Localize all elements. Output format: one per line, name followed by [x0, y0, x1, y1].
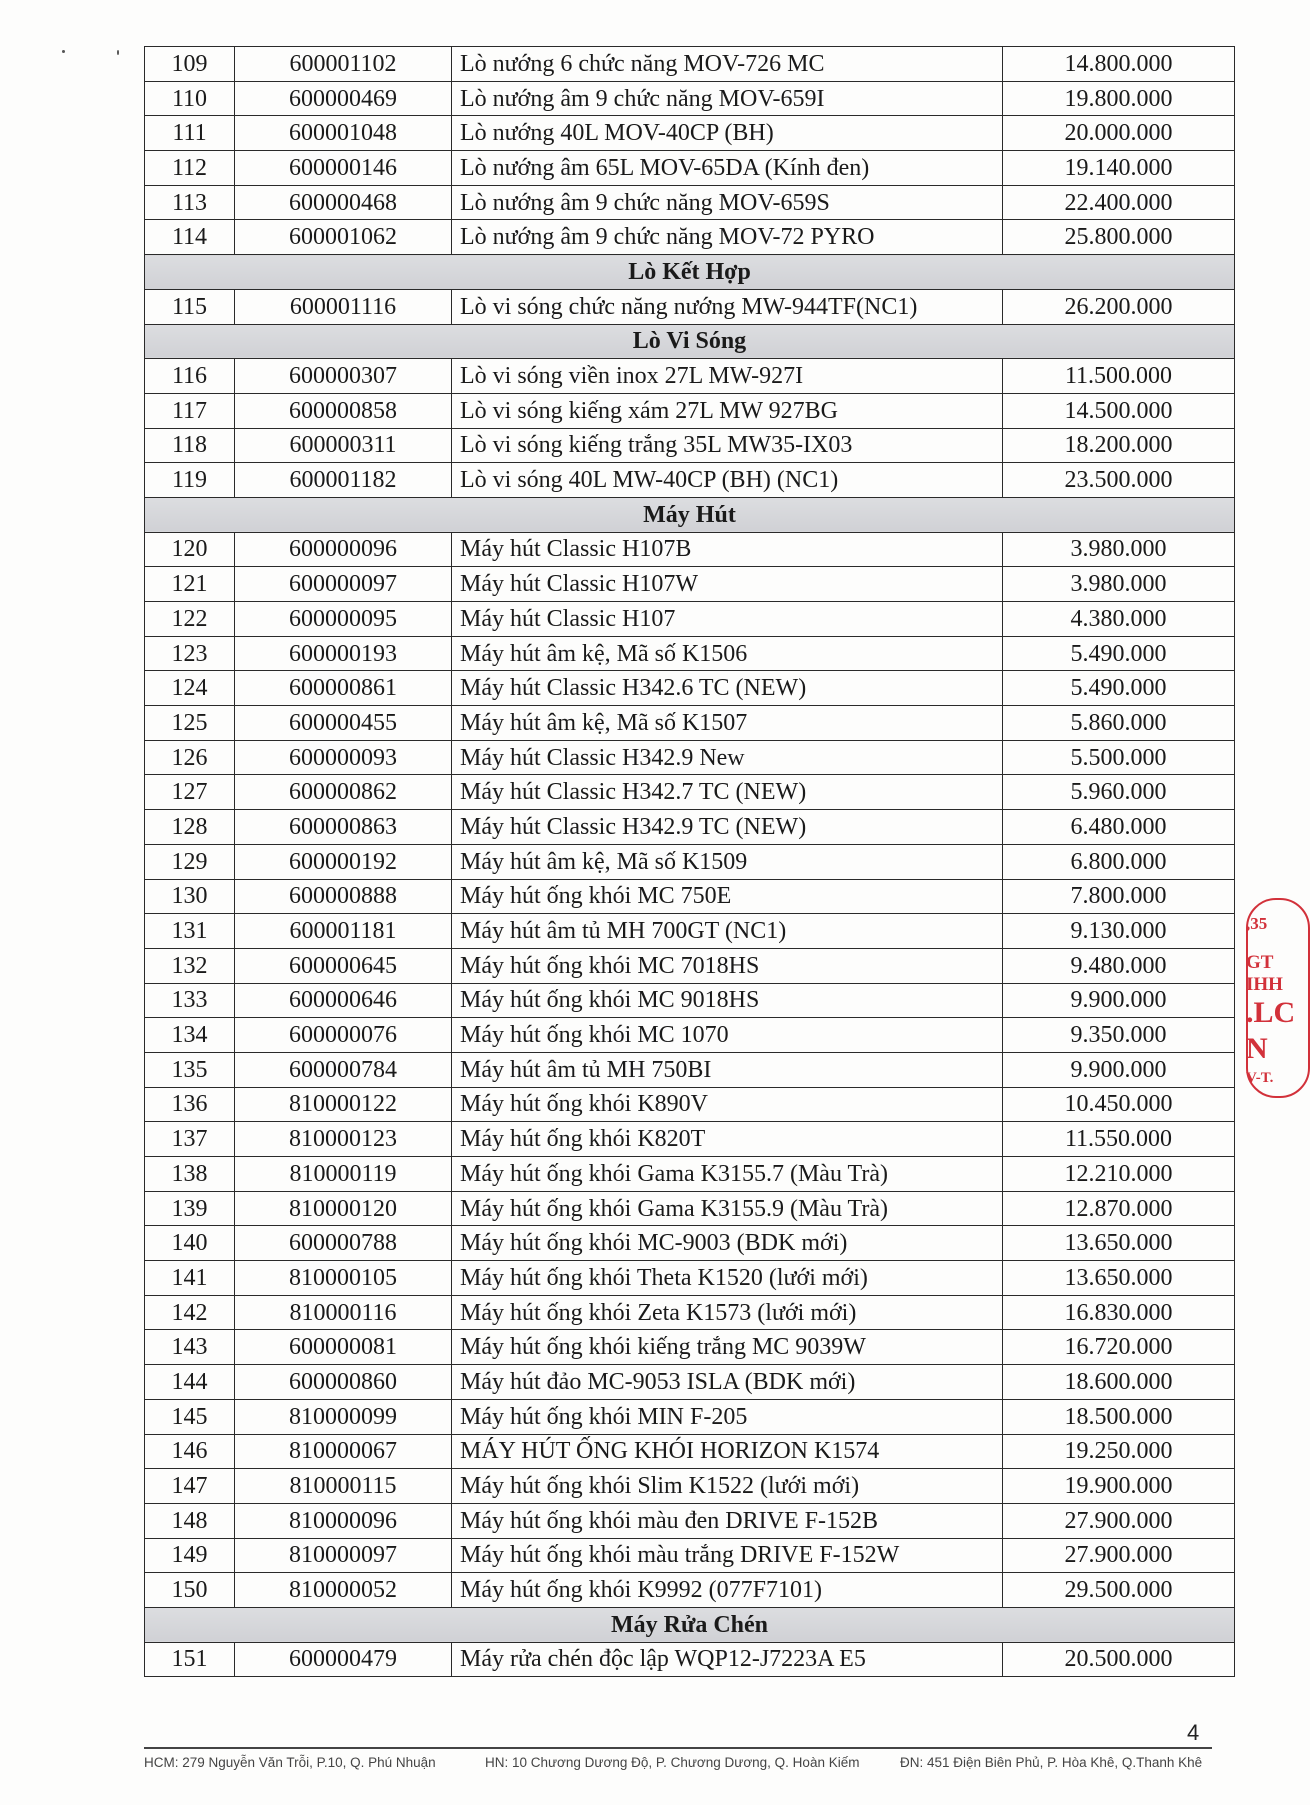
product-code: 600000146: [235, 151, 452, 186]
product-price: 13.650.000: [1003, 1226, 1235, 1261]
product-code: 600000093: [235, 740, 452, 775]
product-price: 14.500.000: [1003, 393, 1235, 428]
table-row: [145, 1295, 1235, 1330]
scan-mark: [117, 50, 119, 55]
product-name: Máy hút ống khói MC-9003 (BDK mới): [452, 1226, 1003, 1261]
scan-mark: [62, 50, 65, 53]
table-row: [145, 81, 1235, 116]
table-row: [145, 289, 1235, 324]
table-row: [145, 948, 1235, 983]
row-number: 136: [145, 1087, 235, 1122]
product-name: Máy hút Classic H342.6 TC (NEW): [452, 671, 1003, 706]
product-name: Máy hút Classic H107B: [452, 532, 1003, 567]
table-row: [145, 1087, 1235, 1122]
product-code: 600000646: [235, 983, 452, 1018]
table-row: [145, 983, 1235, 1018]
footer-divider: [144, 1747, 1212, 1749]
product-code: 810000099: [235, 1399, 452, 1434]
product-code: 600000455: [235, 706, 452, 741]
product-code: 810000096: [235, 1503, 452, 1538]
row-number: 124: [145, 671, 235, 706]
table-row: [145, 1330, 1235, 1365]
product-code: 810000119: [235, 1157, 452, 1192]
product-name: Máy hút Classic H107: [452, 602, 1003, 637]
row-number: 119: [145, 463, 235, 498]
product-code: 600000081: [235, 1330, 452, 1365]
product-code: 600000468: [235, 185, 452, 220]
row-number: 133: [145, 983, 235, 1018]
table-row: [145, 463, 1235, 498]
product-code: 810000097: [235, 1538, 452, 1573]
footer-address-hcm: HCM: 279 Nguyễn Văn Trỗi, P.10, Q. Phú Nhuận: [144, 1755, 436, 1770]
product-price: 12.870.000: [1003, 1191, 1235, 1226]
table-row: [145, 532, 1235, 567]
product-code: 600000479: [235, 1642, 452, 1677]
row-number: 142: [145, 1295, 235, 1330]
product-name: Máy hút ống khói Zeta K1573 (lưới mới): [452, 1295, 1003, 1330]
product-name: Máy hút đảo MC-9053 ISLA (BDK mới): [452, 1365, 1003, 1400]
product-code: 600001181: [235, 914, 452, 949]
table-row: [145, 1642, 1235, 1677]
stamp-text: .LC: [1246, 996, 1296, 1029]
product-name: Máy hút âm kệ, Mã số K1509: [452, 844, 1003, 879]
product-name: Máy hút ống khói Theta K1520 (lưới mới): [452, 1261, 1003, 1296]
row-number: 141: [145, 1261, 235, 1296]
product-name: Máy hút ống khói K820T: [452, 1122, 1003, 1157]
product-price: 3.980.000: [1003, 532, 1235, 567]
product-price: 5.490.000: [1003, 671, 1235, 706]
table-row: [145, 1434, 1235, 1469]
product-name: Máy hút ống khói Gama K3155.9 (Màu Trà): [452, 1191, 1003, 1226]
section-header-row: [145, 324, 1235, 359]
table-row: [145, 1052, 1235, 1087]
table-row: [145, 1261, 1235, 1296]
product-price: 9.130.000: [1003, 914, 1235, 949]
product-price: 9.350.000: [1003, 1018, 1235, 1053]
product-name: Máy hút ống khói MC 1070: [452, 1018, 1003, 1053]
product-name: Lò vi sóng chức năng nướng MW-944TF(NC1): [452, 289, 1003, 324]
product-code: 600001062: [235, 220, 452, 255]
table-row: [145, 671, 1235, 706]
product-name: Lò vi sóng kiếng trắng 35L MW35-IX03: [452, 428, 1003, 463]
product-price: 20.000.000: [1003, 116, 1235, 151]
product-code: 600000311: [235, 428, 452, 463]
product-code: 600000860: [235, 1365, 452, 1400]
table-row: [145, 185, 1235, 220]
row-number: 127: [145, 775, 235, 810]
product-price: 19.250.000: [1003, 1434, 1235, 1469]
table-row: [145, 1538, 1235, 1573]
product-price: 7.800.000: [1003, 879, 1235, 914]
product-name: Máy hút âm tủ MH 750BI: [452, 1052, 1003, 1087]
table-row: [145, 359, 1235, 394]
product-code: 600000307: [235, 359, 452, 394]
product-code: 600000863: [235, 810, 452, 845]
row-number: 135: [145, 1052, 235, 1087]
stamp-text: IHH: [1246, 974, 1283, 995]
table-row: [145, 393, 1235, 428]
product-name: Lò nướng âm 65L MOV-65DA (Kính đen): [452, 151, 1003, 186]
table-row: [145, 151, 1235, 186]
product-price: 27.900.000: [1003, 1503, 1235, 1538]
product-name: Lò nướng 6 chức năng MOV-726 MC: [452, 47, 1003, 82]
row-number: 121: [145, 567, 235, 602]
product-name: Máy hút ống khói K9992 (077F7101): [452, 1573, 1003, 1608]
product-code: 600000096: [235, 532, 452, 567]
row-number: 120: [145, 532, 235, 567]
section-header-row: [145, 255, 1235, 290]
table-row: [145, 1469, 1235, 1504]
product-price: 4.380.000: [1003, 602, 1235, 637]
product-code: 600001116: [235, 289, 452, 324]
row-number: 118: [145, 428, 235, 463]
section-header-row: [145, 1607, 1235, 1642]
product-code: 600000861: [235, 671, 452, 706]
table-row: [145, 740, 1235, 775]
stamp-text: GT: [1246, 952, 1274, 973]
product-price: 5.500.000: [1003, 740, 1235, 775]
product-code: 600000645: [235, 948, 452, 983]
row-number: 115: [145, 289, 235, 324]
product-name: Lò vi sóng kiếng xám 27L MW 927BG: [452, 393, 1003, 428]
product-price: 19.900.000: [1003, 1469, 1235, 1504]
row-number: 140: [145, 1226, 235, 1261]
row-number: 138: [145, 1157, 235, 1192]
product-price: 5.860.000: [1003, 706, 1235, 741]
row-number: 137: [145, 1122, 235, 1157]
product-price: 11.500.000: [1003, 359, 1235, 394]
product-code: 810000115: [235, 1469, 452, 1504]
product-name: Máy hút ống khói MC 9018HS: [452, 983, 1003, 1018]
row-number: 145: [145, 1399, 235, 1434]
section-title: Lò Vi Sóng: [145, 324, 1235, 359]
row-number: 126: [145, 740, 235, 775]
product-code: 600000192: [235, 844, 452, 879]
product-name: Máy hút ống khói Slim K1522 (lưới mới): [452, 1469, 1003, 1504]
product-code: 600000862: [235, 775, 452, 810]
table-row: [145, 775, 1235, 810]
table-row: [145, 47, 1235, 82]
table-row: [145, 1399, 1235, 1434]
product-code: 600000888: [235, 879, 452, 914]
product-code: 600000858: [235, 393, 452, 428]
row-number: 111: [145, 116, 235, 151]
row-number: 148: [145, 1503, 235, 1538]
table-row: [145, 1573, 1235, 1608]
product-name: Lò vi sóng 40L MW-40CP (BH) (NC1): [452, 463, 1003, 498]
table-row: [145, 810, 1235, 845]
product-price: 11.550.000: [1003, 1122, 1235, 1157]
product-price: 14.800.000: [1003, 47, 1235, 82]
product-price: 26.200.000: [1003, 289, 1235, 324]
product-name: Lò nướng 40L MOV-40CP (BH): [452, 116, 1003, 151]
product-code: 600001102: [235, 47, 452, 82]
section-title: Máy Rửa Chén: [145, 1607, 1235, 1642]
product-name: Máy hút Classic H342.9 TC (NEW): [452, 810, 1003, 845]
price-table-body: [145, 47, 1235, 1677]
product-price: 22.400.000: [1003, 185, 1235, 220]
table-row: [145, 220, 1235, 255]
product-code: 600000469: [235, 81, 452, 116]
row-number: 147: [145, 1469, 235, 1504]
product-name: Máy hút Classic H107W: [452, 567, 1003, 602]
row-number: 132: [145, 948, 235, 983]
product-name: Máy hút âm tủ MH 700GT (NC1): [452, 914, 1003, 949]
row-number: 110: [145, 81, 235, 116]
product-name: Máy hút ống khói màu đen DRIVE F-152B: [452, 1503, 1003, 1538]
company-stamp: [1246, 898, 1296, 1094]
product-name: Máy hút ống khói MC 7018HS: [452, 948, 1003, 983]
row-number: 125: [145, 706, 235, 741]
product-price: 29.500.000: [1003, 1573, 1235, 1608]
row-number: 112: [145, 151, 235, 186]
product-price: 12.210.000: [1003, 1157, 1235, 1192]
product-code: 600000784: [235, 1052, 452, 1087]
row-number: 143: [145, 1330, 235, 1365]
product-code: 600001182: [235, 463, 452, 498]
table-row: [145, 1018, 1235, 1053]
product-price: 16.830.000: [1003, 1295, 1235, 1330]
row-number: 117: [145, 393, 235, 428]
table-row: [145, 1191, 1235, 1226]
section-title: Lò Kết Hợp: [145, 255, 1235, 290]
row-number: 128: [145, 810, 235, 845]
row-number: 144: [145, 1365, 235, 1400]
product-name: MÁY HÚT ỐNG KHÓI HORIZON K1574: [452, 1434, 1003, 1469]
price-table: [144, 46, 1235, 1677]
product-price: 18.200.000: [1003, 428, 1235, 463]
product-code: 600000193: [235, 636, 452, 671]
product-name: Máy hút ống khói MIN F-205: [452, 1399, 1003, 1434]
page-number: 4: [1187, 1720, 1200, 1745]
product-price: 9.480.000: [1003, 948, 1235, 983]
table-row: [145, 914, 1235, 949]
product-price: 25.800.000: [1003, 220, 1235, 255]
table-row: [145, 879, 1235, 914]
product-name: Lò nướng âm 9 chức năng MOV-659S: [452, 185, 1003, 220]
product-price: 3.980.000: [1003, 567, 1235, 602]
table-row: [145, 116, 1235, 151]
stamp-text: V-T.: [1246, 1070, 1274, 1086]
product-price: 18.500.000: [1003, 1399, 1235, 1434]
table-row: [145, 1503, 1235, 1538]
product-price: 18.600.000: [1003, 1365, 1235, 1400]
stamp-text: ,35: [1246, 914, 1268, 933]
product-name: Máy hút Classic H342.9 New: [452, 740, 1003, 775]
product-code: 600001048: [235, 116, 452, 151]
product-code: 810000116: [235, 1295, 452, 1330]
footer-address-dn: ĐN: 451 Điện Biên Phủ, P. Hòa Khê, Q.Thanh Khê: [900, 1755, 1203, 1770]
product-price: 5.960.000: [1003, 775, 1235, 810]
product-name: Máy hút Classic H342.7 TC (NEW): [452, 775, 1003, 810]
product-price: 20.500.000: [1003, 1642, 1235, 1677]
product-name: Lò vi sóng viền inox 27L MW-927I: [452, 359, 1003, 394]
product-price: 9.900.000: [1003, 1052, 1235, 1087]
section-header-row: [145, 497, 1235, 532]
table-row: [145, 428, 1235, 463]
row-number: 122: [145, 602, 235, 637]
table-row: [145, 1365, 1235, 1400]
product-code: 600000097: [235, 567, 452, 602]
table-row: [145, 567, 1235, 602]
product-name: Máy hút âm kệ, Mã số K1507: [452, 706, 1003, 741]
row-number: 131: [145, 914, 235, 949]
row-number: 151: [145, 1642, 235, 1677]
product-code: 810000123: [235, 1122, 452, 1157]
product-price: 19.140.000: [1003, 151, 1235, 186]
product-price: 5.490.000: [1003, 636, 1235, 671]
row-number: 114: [145, 220, 235, 255]
footer-address-hn: HN: 10 Chương Dương Độ, P. Chương Dương, Q. Hoàn Kiếm: [485, 1755, 860, 1770]
row-number: 134: [145, 1018, 235, 1053]
product-name: Máy hút ống khói MC 750E: [452, 879, 1003, 914]
product-name: Máy rửa chén độc lập WQP12-J7223A E5: [452, 1642, 1003, 1677]
row-number: 146: [145, 1434, 235, 1469]
row-number: 109: [145, 47, 235, 82]
product-price: 23.500.000: [1003, 463, 1235, 498]
row-number: 129: [145, 844, 235, 879]
product-price: 6.480.000: [1003, 810, 1235, 845]
section-title: Máy Hút: [145, 497, 1235, 532]
row-number: 116: [145, 359, 235, 394]
product-code: 600000076: [235, 1018, 452, 1053]
product-price: 9.900.000: [1003, 983, 1235, 1018]
product-price: 13.650.000: [1003, 1261, 1235, 1296]
product-price: 10.450.000: [1003, 1087, 1235, 1122]
table-row: [145, 1226, 1235, 1261]
product-name: Lò nướng âm 9 chức năng MOV-72 PYRO: [452, 220, 1003, 255]
product-name: Máy hút ống khói màu trắng DRIVE F-152W: [452, 1538, 1003, 1573]
product-name: Lò nướng âm 9 chức năng MOV-659I: [452, 81, 1003, 116]
product-price: 19.800.000: [1003, 81, 1235, 116]
product-name: Máy hút âm kệ, Mã số K1506: [452, 636, 1003, 671]
product-code: 810000105: [235, 1261, 452, 1296]
product-price: 27.900.000: [1003, 1538, 1235, 1573]
product-code: 810000120: [235, 1191, 452, 1226]
table-row: [145, 602, 1235, 637]
table-row: [145, 844, 1235, 879]
table-row: [145, 706, 1235, 741]
product-code: 810000122: [235, 1087, 452, 1122]
table-row: [145, 1122, 1235, 1157]
table-row: [145, 636, 1235, 671]
product-code: 600000095: [235, 602, 452, 637]
product-code: 810000067: [235, 1434, 452, 1469]
row-number: 139: [145, 1191, 235, 1226]
product-name: Máy hút ống khói Gama K3155.7 (Màu Trà): [452, 1157, 1003, 1192]
stamp-text: N: [1246, 1032, 1268, 1065]
row-number: 113: [145, 185, 235, 220]
row-number: 123: [145, 636, 235, 671]
product-code: 810000052: [235, 1573, 452, 1608]
product-code: 600000788: [235, 1226, 452, 1261]
product-price: 6.800.000: [1003, 844, 1235, 879]
product-name: Máy hút ống khói K890V: [452, 1087, 1003, 1122]
product-price: 16.720.000: [1003, 1330, 1235, 1365]
row-number: 130: [145, 879, 235, 914]
table-row: [145, 1157, 1235, 1192]
product-name: Máy hút ống khói kiếng trắng MC 9039W: [452, 1330, 1003, 1365]
row-number: 149: [145, 1538, 235, 1573]
row-number: 150: [145, 1573, 235, 1608]
